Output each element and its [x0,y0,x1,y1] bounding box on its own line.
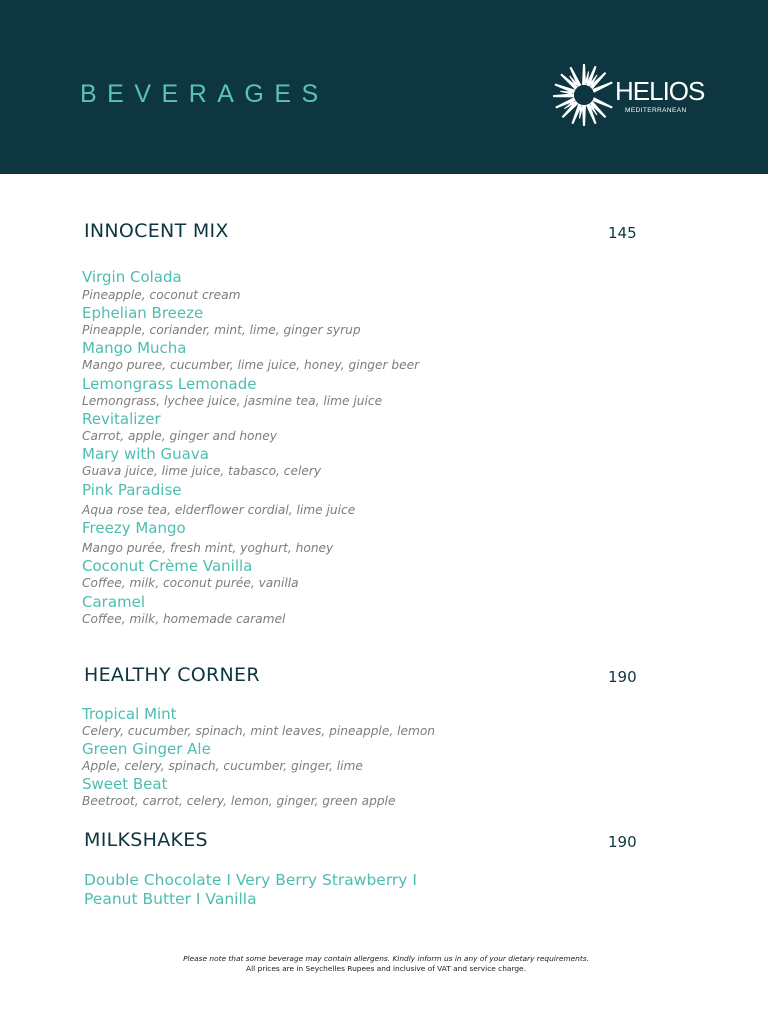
menu-item-name: Ephelian Breeze [82,304,204,322]
menu-item-name: Green Ginger Ale [82,740,211,758]
menu-item-name: Sweet Beat [82,775,168,793]
milkshake-flavors-line: Peanut Butter I Vanilla [84,890,257,908]
menu-item-description: Aqua rose tea, elderflower cordial, lime juice [82,503,356,517]
section-title-milkshakes: MILKSHAKES [84,829,208,851]
logo-subtitle: MEDITERRANEAN [625,107,687,114]
section-title-healthy-corner: HEALTHY CORNER [84,664,260,686]
menu-item-description: Pineapple, coriander, mint, lime, ginger syrup [82,323,361,337]
menu-item-name: Caramel [82,593,146,611]
menu-item-description: Lemongrass, lychee juice, jasmine tea, lime juice [82,394,383,408]
menu-item-name: Virgin Colada [82,268,182,286]
pricing-note: All prices are in Seychelles Rupees and inclusive of VAT and service charge. [246,964,526,973]
allergen-note: Please note that some beverage may contain allergens. Kindly inform us in any of your dietary requirements. [183,954,589,963]
menu-item-description: Mango puree, cucumber, lime juice, honey, ginger beer [82,358,420,372]
menu-item-description: Apple, celery, spinach, cucumber, ginger, lime [82,759,363,773]
menu-item-description: Carrot, apple, ginger and honey [82,429,277,443]
menu-item-name: Pink Paradise [82,481,182,499]
page-title: BEVERAGES [80,80,329,108]
section-title-innocent-mix: INNOCENT MIX [84,220,229,242]
menu-header [0,0,768,174]
menu-item-description: Guava juice, lime juice, tabasco, celery [82,464,322,478]
menu-item-name: Freezy Mango [82,519,186,537]
milkshake-flavors-line: Double Chocolate I Very Berry Strawberry I [84,871,417,889]
menu-item-description: Beetroot, carrot, celery, lemon, ginger, green apple [82,794,396,808]
menu-item-name: Coconut Crème Vanilla [82,557,253,575]
menu-item-name: Mango Mucha [82,339,187,357]
section-price-healthy-corner: 190 [608,668,637,686]
logo-wordmark: HELIOS [615,76,705,106]
menu-item-name: Tropical Mint [82,705,177,723]
menu-item-description: Coffee, milk, homemade caramel [82,612,286,626]
helios-logo [553,62,705,128]
menu-item-description: Pineapple, coconut cream [82,288,241,302]
sunburst-icon [553,62,623,128]
menu-item-description: Mango purée, fresh mint, yoghurt, honey [82,541,334,555]
menu-item-name: Mary with Guava [82,445,209,463]
menu-item-description: Celery, cucumber, spinach, mint leaves, pineapple, lemon [82,724,436,738]
section-price-milkshakes: 190 [608,833,637,851]
section-price-innocent-mix: 145 [608,224,637,242]
menu-item-name: Revitalizer [82,410,161,428]
menu-item-name: Lemongrass Lemonade [82,375,257,393]
menu-item-description: Coffee, milk, coconut purée, vanilla [82,576,299,590]
